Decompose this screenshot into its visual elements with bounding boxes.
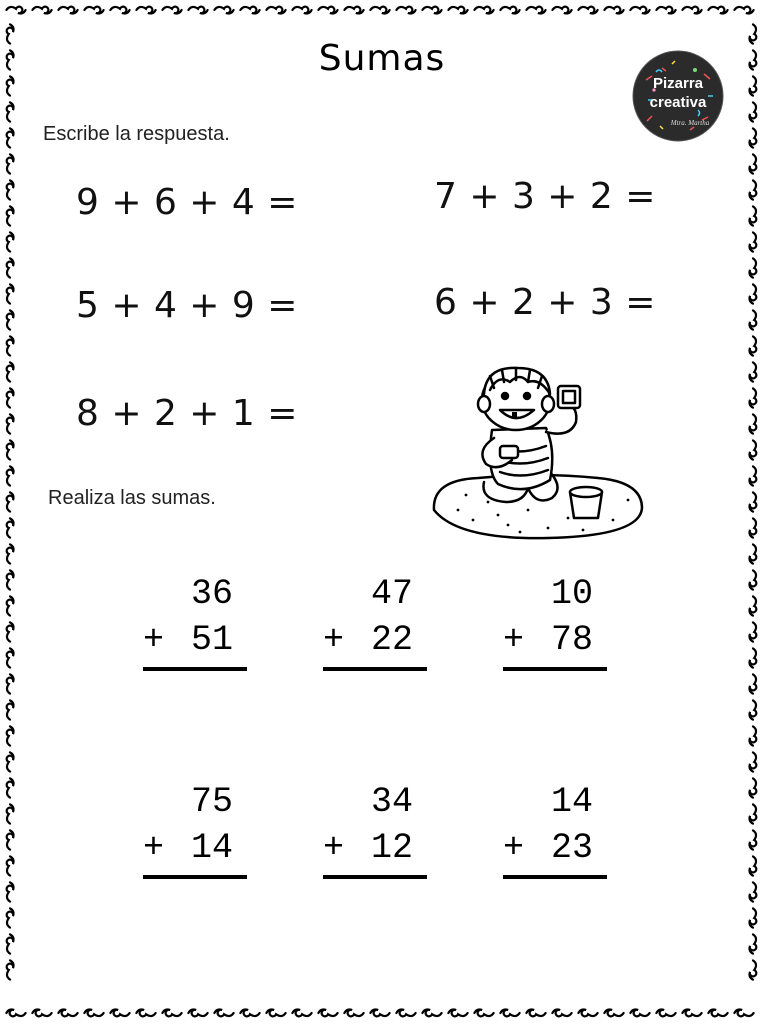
addend-bottom: 22 <box>370 620 413 660</box>
border-swirl <box>7 102 14 121</box>
horizontal-sum-5: 8 + 2 + 1 = <box>76 393 298 434</box>
border-swirl <box>448 1010 467 1017</box>
border-swirl <box>604 1010 623 1017</box>
border-swirl <box>750 960 757 979</box>
border-swirl <box>7 622 14 641</box>
border-swirl <box>500 1010 519 1017</box>
border-swirl <box>750 206 757 225</box>
border-swirl <box>188 7 207 14</box>
border-swirl <box>7 466 14 485</box>
border-swirl <box>7 154 14 173</box>
border-swirl <box>7 830 14 849</box>
logo-text-line2: creativa <box>649 94 707 111</box>
border-swirl <box>110 1010 129 1017</box>
border-swirl <box>500 7 519 14</box>
border-swirl <box>188 1010 207 1017</box>
border-swirl <box>750 362 757 381</box>
border-swirl <box>750 648 757 667</box>
border-swirl <box>266 1010 285 1017</box>
border-swirl <box>214 1010 233 1017</box>
addend-bottom: 51 <box>190 620 233 660</box>
logo-text-line1: Pizarra <box>652 75 704 92</box>
border-swirl <box>7 596 14 615</box>
border-swirl <box>58 7 77 14</box>
addend-top: 14 <box>550 782 593 822</box>
border-swirl <box>552 7 571 14</box>
border-swirl <box>750 128 757 147</box>
border-swirl <box>750 908 757 927</box>
border-swirl <box>84 7 103 14</box>
border-swirl <box>750 466 757 485</box>
border-swirl <box>7 960 14 979</box>
plus-sign: + <box>143 620 165 660</box>
border-swirl <box>526 7 545 14</box>
addend-bottom: 78 <box>550 620 593 660</box>
border-swirl <box>750 284 757 303</box>
addend-top: 47 <box>370 574 413 614</box>
border-swirl <box>136 7 155 14</box>
border-swirl <box>7 232 14 251</box>
border-swirl <box>630 7 649 14</box>
addend-bottom: 23 <box>550 828 593 868</box>
plus-sign: + <box>323 620 345 660</box>
border-swirl <box>552 1010 571 1017</box>
page-title: Sumas <box>318 38 446 79</box>
child-playing-sand-illustration <box>428 360 648 545</box>
border-swirl <box>58 1010 77 1017</box>
horizontal-sum-2: 7 + 3 + 2 = <box>434 176 656 217</box>
border-swirl <box>750 232 757 251</box>
border-swirl <box>682 7 701 14</box>
border-swirl <box>656 1010 675 1017</box>
border-swirl <box>750 414 757 433</box>
border-swirl <box>750 596 757 615</box>
border-swirl <box>750 700 757 719</box>
border-swirl <box>448 7 467 14</box>
border-swirl <box>422 1010 441 1017</box>
addend-top: 36 <box>190 574 233 614</box>
border-swirl <box>630 1010 649 1017</box>
border-swirl <box>162 7 181 14</box>
border-swirl <box>474 7 493 14</box>
plus-sign: + <box>503 620 525 660</box>
vertical-sum-5 <box>323 779 427 871</box>
border-swirl <box>750 180 757 199</box>
border-swirl <box>7 856 14 875</box>
answer-line <box>323 875 427 879</box>
border-swirl <box>7 518 14 537</box>
border-swirl <box>6 1010 25 1017</box>
border-swirl <box>32 7 51 14</box>
border-swirl <box>750 102 757 121</box>
border-swirl <box>7 284 14 303</box>
border-swirl <box>7 700 14 719</box>
border-swirl <box>750 934 757 953</box>
border-swirl <box>750 882 757 901</box>
border-swirl <box>750 856 757 875</box>
plus-sign: + <box>503 828 525 868</box>
border-swirl <box>750 518 757 537</box>
border-swirl <box>7 570 14 589</box>
answer-line <box>503 875 607 879</box>
vertical-sum-6 <box>503 779 607 871</box>
border-swirl <box>7 882 14 901</box>
horizontal-sum-1: 9 + 6 + 4 = <box>76 182 298 223</box>
border-swirl <box>750 76 757 95</box>
border-swirl <box>136 1010 155 1017</box>
border-swirl <box>7 336 14 355</box>
border-swirl <box>32 1010 51 1017</box>
border-swirl <box>7 76 14 95</box>
border-swirl <box>7 206 14 225</box>
vertical-sum-2 <box>323 571 427 663</box>
border-swirl <box>266 7 285 14</box>
border-swirl <box>318 1010 337 1017</box>
instruction-do-sums: Realiza las sumas. <box>48 487 216 509</box>
border-swirl <box>750 622 757 641</box>
border-swirl <box>396 7 415 14</box>
border-swirl <box>370 1010 389 1017</box>
border-swirl <box>7 778 14 797</box>
border-swirl <box>162 1010 181 1017</box>
border-swirl <box>7 804 14 823</box>
border-swirl <box>474 1010 493 1017</box>
plus-sign: + <box>143 828 165 868</box>
border-swirl <box>750 674 757 693</box>
border-swirl <box>750 388 757 407</box>
instruction-write-answer: Escribe la respuesta. <box>43 123 230 145</box>
pizarra-creativa-logo <box>632 50 724 142</box>
border-swirl <box>750 440 757 459</box>
border-swirl <box>750 830 757 849</box>
border-swirl <box>750 804 757 823</box>
border-swirl <box>292 1010 311 1017</box>
border-swirl <box>7 258 14 277</box>
border-swirl <box>604 7 623 14</box>
border-swirl <box>750 544 757 563</box>
border-swirl <box>750 570 757 589</box>
vertical-sum-1 <box>143 571 247 663</box>
addend-top: 34 <box>370 782 413 822</box>
border-swirl <box>7 310 14 329</box>
border-swirl <box>7 726 14 745</box>
border-swirl <box>734 1010 753 1017</box>
border-swirl <box>318 7 337 14</box>
border-swirl <box>214 7 233 14</box>
logo-credit: Mtra. Martha <box>670 119 710 127</box>
border-swirl <box>750 778 757 797</box>
border-swirl <box>84 1010 103 1017</box>
border-swirl <box>7 128 14 147</box>
border-swirl <box>344 7 363 14</box>
vertical-sum-4 <box>143 779 247 871</box>
horizontal-sum-3: 5 + 4 + 9 = <box>76 285 298 326</box>
border-swirl <box>240 1010 259 1017</box>
border-swirl <box>422 7 441 14</box>
border-swirl <box>708 7 727 14</box>
border-swirl <box>7 362 14 381</box>
border-swirl <box>750 492 757 511</box>
border-swirl <box>750 310 757 329</box>
border-swirl <box>7 388 14 407</box>
border-swirl <box>656 7 675 14</box>
border-swirl <box>750 336 757 355</box>
answer-line <box>143 875 247 879</box>
border-swirl <box>396 1010 415 1017</box>
border-swirl <box>526 1010 545 1017</box>
border-swirl <box>6 7 25 14</box>
border-swirl <box>708 1010 727 1017</box>
border-swirl <box>578 7 597 14</box>
border-swirl <box>7 648 14 667</box>
addend-top: 10 <box>550 574 593 614</box>
border-swirl <box>7 934 14 953</box>
border-swirl <box>734 7 753 14</box>
border-swirl <box>7 414 14 433</box>
border-swirl <box>110 7 129 14</box>
border-swirl <box>7 440 14 459</box>
answer-line <box>503 667 607 671</box>
border-swirl <box>7 752 14 771</box>
plus-sign: + <box>323 828 345 868</box>
border-swirl <box>750 752 757 771</box>
vertical-sum-3 <box>503 571 607 663</box>
addend-bottom: 12 <box>370 828 413 868</box>
addend-bottom: 14 <box>190 828 233 868</box>
border-swirl <box>370 7 389 14</box>
border-swirl <box>7 544 14 563</box>
border-swirl <box>7 674 14 693</box>
border-swirl <box>750 726 757 745</box>
addend-top: 75 <box>190 782 233 822</box>
border-swirl <box>7 492 14 511</box>
answer-line <box>143 667 247 671</box>
border-swirl <box>750 154 757 173</box>
border-swirl <box>750 258 757 277</box>
border-swirl <box>7 908 14 927</box>
border-swirl <box>292 7 311 14</box>
answer-line <box>323 667 427 671</box>
border-swirl <box>682 1010 701 1017</box>
border-swirl <box>240 7 259 14</box>
border-swirl <box>578 1010 597 1017</box>
horizontal-sum-4: 6 + 2 + 3 = <box>434 282 656 323</box>
border-swirl <box>344 1010 363 1017</box>
border-swirl <box>7 180 14 199</box>
